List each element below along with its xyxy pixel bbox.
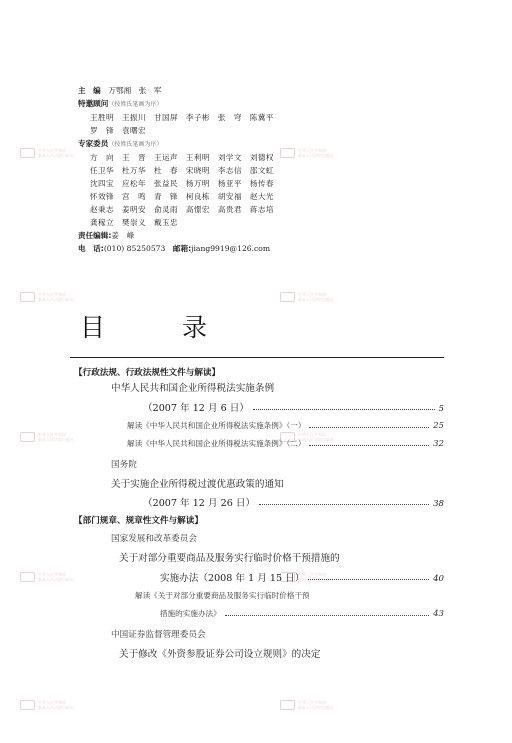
toc-entry: 关于修改《外资参股证券公司设立规则》的决定 bbox=[119, 649, 321, 660]
email-label: 邮箱 bbox=[172, 244, 189, 253]
committee-names-line: 赵秉志 姜明安 俞灵雨 高憬宏 高贵君 蒋志培 bbox=[90, 205, 274, 214]
committee-names-line: 怀效锋 宫 鸣 青 锋 柯良栋 胡安福 赵大光 bbox=[90, 192, 274, 201]
toc-section-heading: 【行政法规、行政法规性文件与解读】 bbox=[74, 368, 221, 378]
editorial-credits bbox=[78, 84, 458, 255]
watermark: 中华人民共和国 最高人民法院出版社 bbox=[20, 292, 74, 302]
toc-organization: 国家发展和改革委员会 bbox=[111, 534, 197, 544]
phone-label: 电 话 bbox=[78, 244, 101, 253]
advisor-names-line: 王胜明 王振川 甘国屏 李子彬 张 穹 陈冀平 bbox=[90, 113, 274, 122]
advisor-names-line: 罗 锋 袁曙宏 bbox=[90, 126, 146, 135]
toc-organization: 中国证券监督管理委员会 bbox=[111, 630, 206, 640]
toc-title: 目 录 bbox=[80, 313, 234, 342]
watermark: 中华人民共和国 最高人民法院出版社 bbox=[280, 148, 334, 158]
toc-page-number: 40 bbox=[433, 574, 444, 584]
leader-dots bbox=[259, 504, 429, 505]
toc-entry: （2007 年 12 月 6 日） 5 bbox=[143, 403, 444, 414]
toc-entry: 实施办法（2008 年 1 月 15 日） 40 bbox=[160, 573, 444, 584]
watermark-seal-icon bbox=[280, 292, 295, 302]
toc-page-number: 32 bbox=[433, 439, 444, 449]
committee-names-line: 方 向 王 晋 王运声 王利明 刘学文 刘德权 bbox=[90, 153, 274, 162]
toc-page-number: 25 bbox=[433, 421, 444, 431]
leader-dots bbox=[225, 615, 429, 616]
watermark: 中华人民共和国 最高人民法院出版社 bbox=[20, 432, 74, 442]
toc-page-number: 38 bbox=[433, 499, 444, 509]
toc-entry: 关于实施企业所得税过渡优惠政策的通知 bbox=[111, 479, 284, 490]
toc-subentry: 措施的实施办法》 43 bbox=[160, 609, 444, 619]
advisors-label: 特邀顾问 bbox=[78, 99, 109, 108]
committee-names-line: 沈四宝 应松年 张益民 杨万明 杨亚平 杨传春 bbox=[90, 179, 274, 188]
watermark: 中华人民共和国 最高人民法院出版社 bbox=[280, 292, 334, 302]
responsible-editor-name: 姜 峰 bbox=[111, 231, 135, 240]
watermark-seal-icon bbox=[20, 572, 35, 582]
committee-names-line: 任卫华 杜万华 杜 春 宋晓明 李志信 邵文虹 bbox=[90, 166, 274, 175]
watermark: 中华人民共和国 最高人民法院出版社 bbox=[280, 572, 334, 582]
leader-dots bbox=[253, 409, 435, 410]
toc-section-heading: 【部门规章、规章性文件与解读】 bbox=[74, 516, 203, 526]
watermark: 中华人民共和国 最高人民法院出版社 bbox=[280, 432, 334, 442]
committee-heading bbox=[78, 137, 458, 151]
watermark: 中华人民共和国 最高人民法院出版社 bbox=[20, 700, 74, 710]
watermark-seal-icon bbox=[20, 700, 35, 710]
responsible-editor-label: 责任编辑 bbox=[78, 231, 109, 240]
committee-names-line: 龚稼立 樊崇义 戴玉忠 bbox=[90, 218, 178, 227]
toc-entry: （2007 年 12 月 26 日） 38 bbox=[143, 498, 444, 509]
toc-divider bbox=[70, 357, 444, 358]
watermark-seal-icon bbox=[20, 432, 35, 442]
toc-entry: 中华人民共和国企业所得税法实施条例 bbox=[111, 383, 275, 394]
watermark-seal-icon bbox=[20, 292, 35, 302]
watermark: 中华人民共和国 最高人民法院出版社 bbox=[20, 572, 74, 582]
phone-number: (010) 85250573 bbox=[103, 244, 166, 253]
committee-note: （按姓氏笔画为序） bbox=[108, 141, 163, 148]
advisors-note: （按姓氏笔画为序） bbox=[108, 101, 163, 108]
leader-dots bbox=[308, 579, 429, 580]
watermark-seal-icon bbox=[20, 148, 35, 158]
chief-editor-label: 主 编 bbox=[78, 86, 101, 95]
toc-subentry: 解读《中华人民共和国企业所得税法实施条例》（一） 25 bbox=[127, 421, 444, 431]
chief-editor-line bbox=[78, 84, 458, 97]
watermark: 中华人民共和国 最高人民法院出版社 bbox=[280, 700, 334, 710]
toc-organization: 国务院 bbox=[111, 460, 137, 470]
watermark: 中华人民共和国 最高人民法院出版社 bbox=[20, 148, 74, 158]
toc-page-number: 5 bbox=[438, 404, 444, 414]
leader-dots bbox=[309, 445, 429, 446]
committee-label: 专家委员 bbox=[78, 139, 109, 148]
toc-subentry: 解读《中华人民共和国企业所得税法实施条例》（二） 32 bbox=[127, 439, 444, 449]
contact-line: 电 话:(010) 85250573 邮箱:jiang9919@126.com bbox=[78, 244, 271, 253]
advisors-heading bbox=[78, 97, 458, 111]
responsible-editor-line: 责任编辑:姜 峰 bbox=[78, 231, 135, 240]
toc-subentry: 解读《关于对部分重要商品及服务实行临时价格干预 bbox=[135, 591, 310, 600]
toc-page-number: 43 bbox=[433, 609, 444, 619]
leader-dots bbox=[309, 427, 429, 428]
chief-editor-names: 万鄂湘 张 军 bbox=[108, 86, 162, 95]
watermark-seal-icon bbox=[280, 700, 295, 710]
email-address: jiang9919@126.com bbox=[191, 244, 271, 253]
toc-entry: 关于对部分重要商品及服务实行临时价格干预措施的 bbox=[119, 553, 340, 564]
